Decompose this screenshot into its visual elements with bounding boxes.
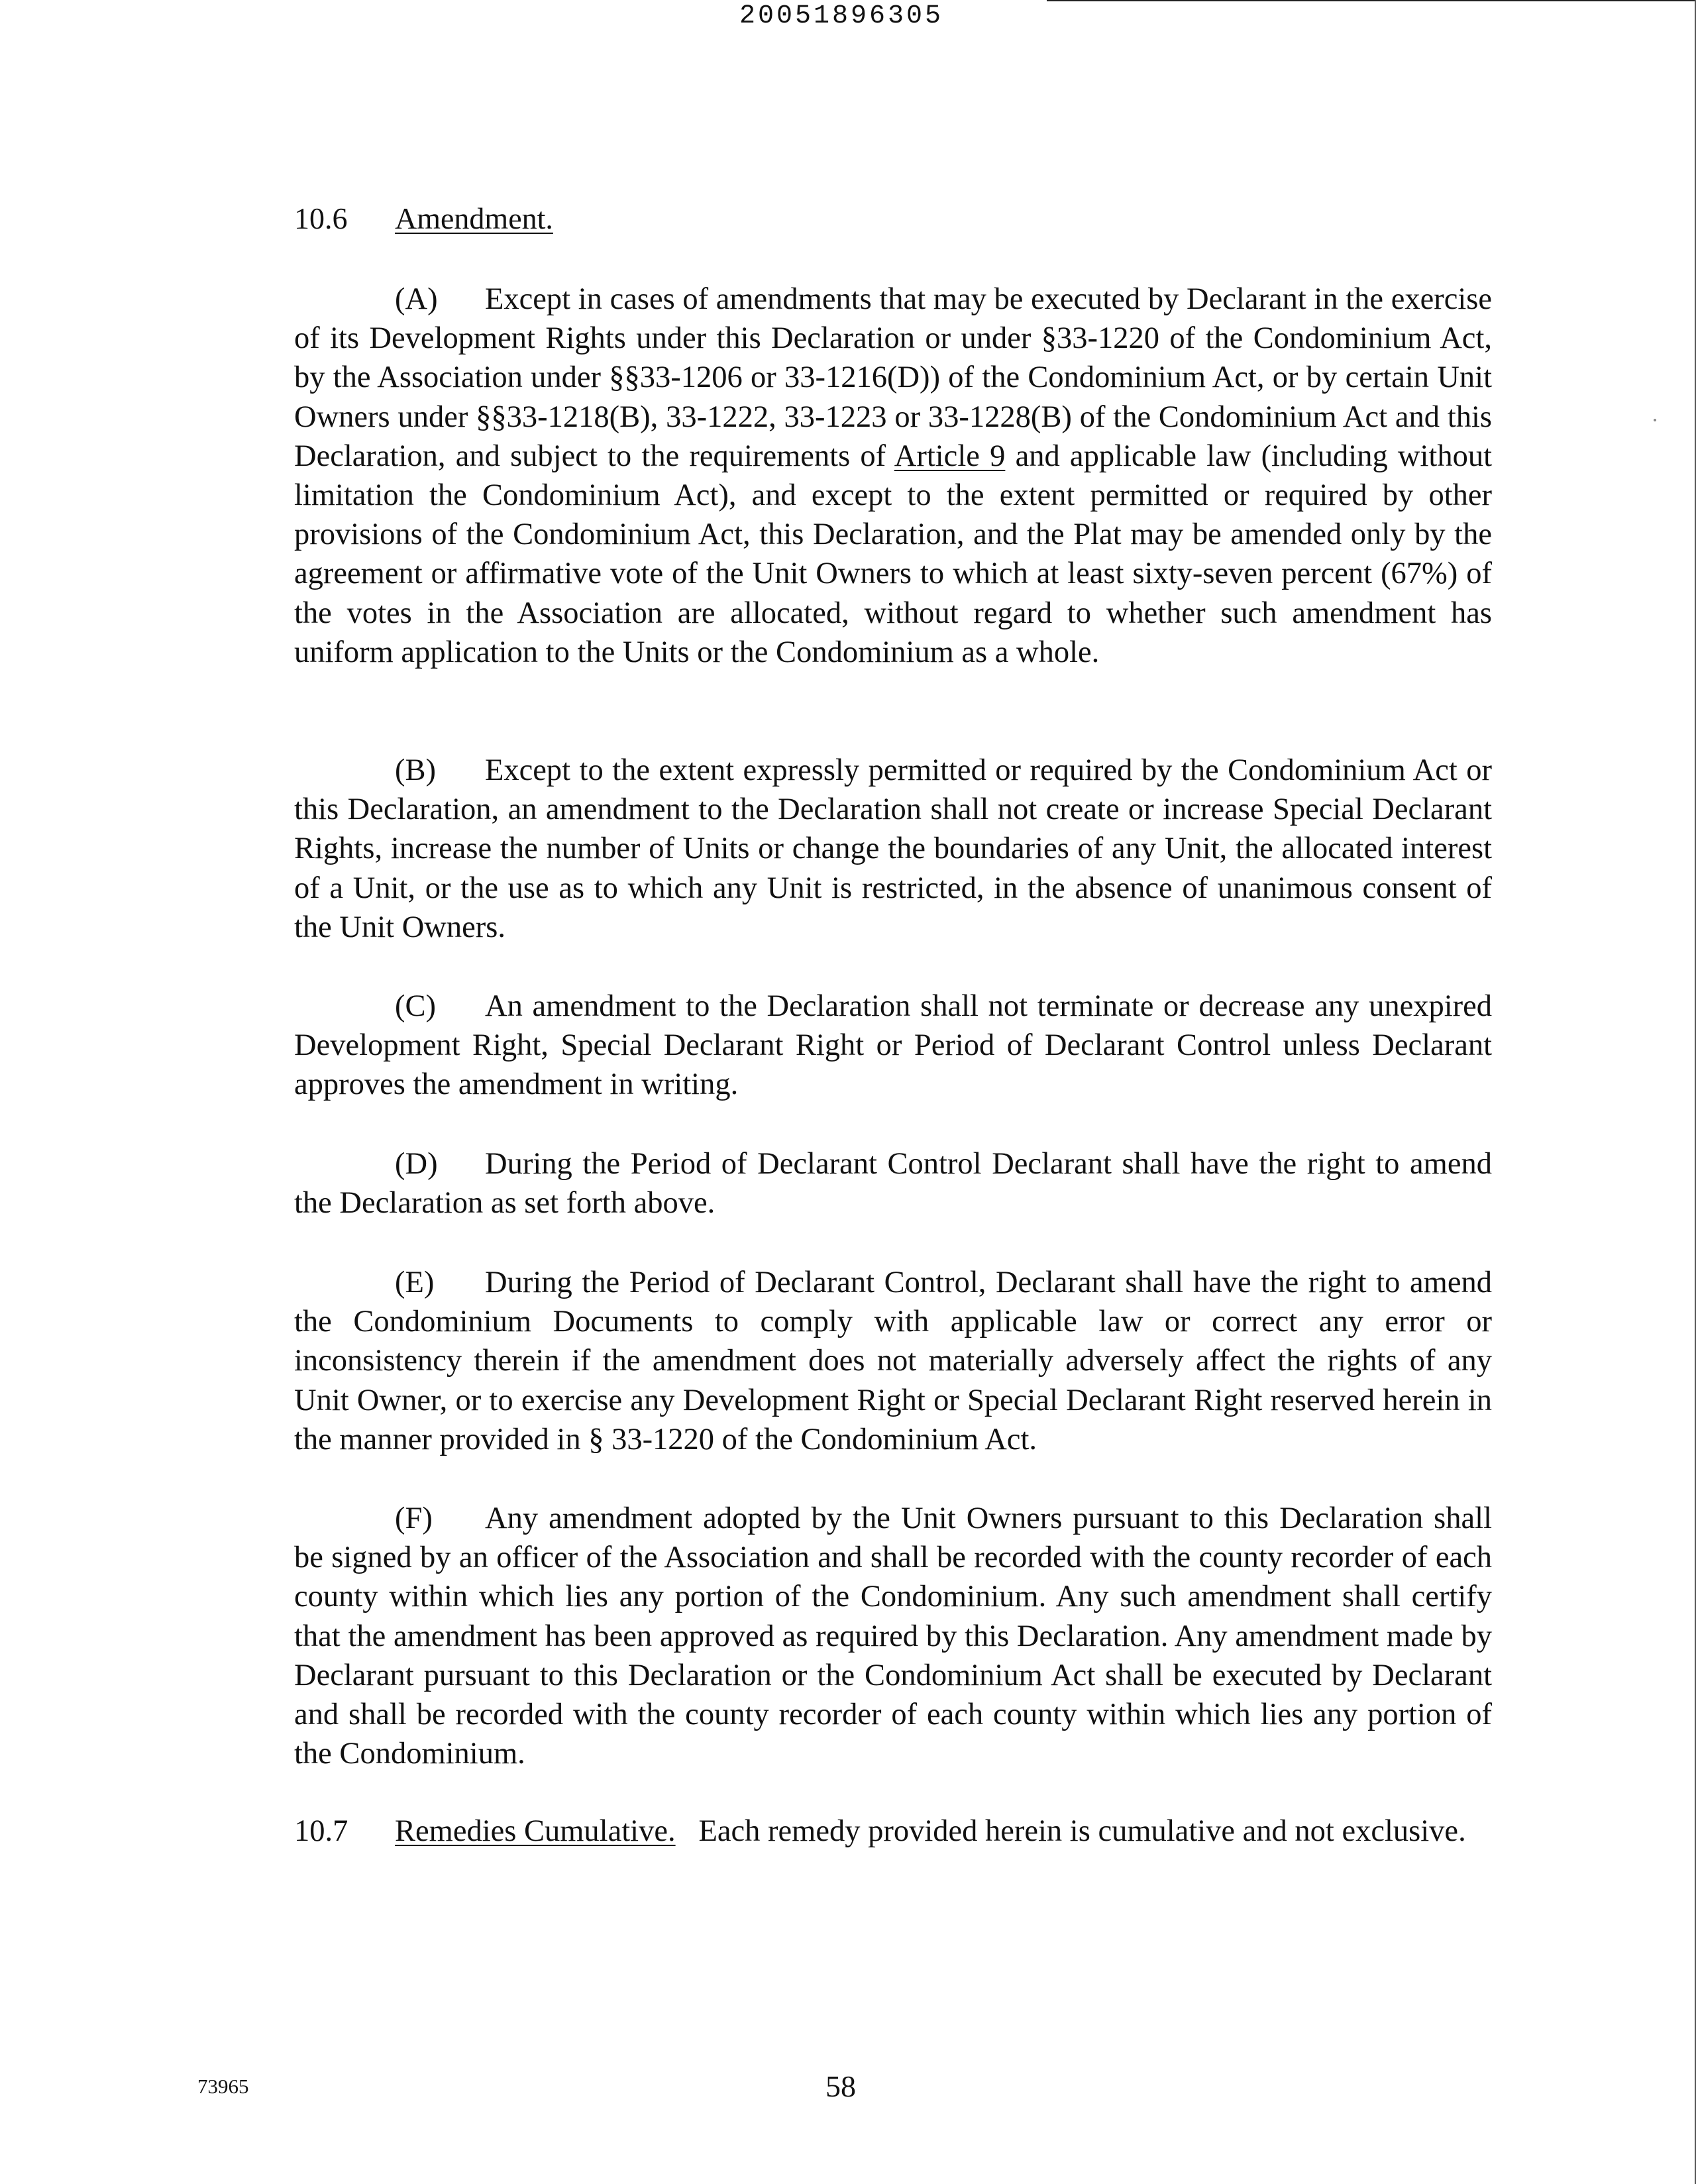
page-number: 58 [825, 2069, 856, 2103]
section-10-7-number: 10.7 [294, 1814, 348, 1848]
paragraph-a [294, 280, 1492, 672]
paragraph-d-label: (D) [395, 1147, 438, 1181]
paragraph-f-text: Any amendment adopted by the Unit Owners pursuant to this Declaration shall be signed by an officer of the Association and shall be recorded with the county recorder of each county within which lies any portion of the Condominium. Any such amendment shall certify that the amendment has been approved as required by this Declaration. Any amendment made by Declarant pursuant to this Declaration or the Condominium Act shall be executed by Declarant and shall be recorded with the county recorder of each county within which lies any portion of the Condominium. [294, 1502, 1492, 1771]
document-number [0, 1, 1696, 31]
scan-speck [1654, 419, 1656, 421]
paragraph-e-text: During the Period of Declarant Control, Declarant shall have the right to amend the Condominium Documents to comply with applicable law or correct any error or inconsistency therein if the amendment does not materially adversely affect the rights of any Unit Owner, or to exercise any Development Right or Special Declarant Right reserved herein in the manner provided in § 33-1220 of the Condominium Act. [294, 1266, 1492, 1456]
paragraph-f [294, 1499, 1492, 1773]
paragraph-e-label: (E) [395, 1266, 435, 1299]
paragraph-b [294, 751, 1492, 947]
paragraph-a-text-after-link: and applicable law (including without limitation the Condominium Act), and except to the extent permitted or required by other provisions of the Condominium Act, this Declaration, and the Plat may be amended only by the agreement or affirmative vote of the Unit Owners to which at least sixty-seven percent (67%) of the votes in the Association are allocated, without regard to whether such amendment has uniform application to the Units or the Condominium as a whole. [294, 439, 1493, 669]
section-10-6-number: 10.6 [294, 201, 348, 235]
section-10-6-title: Amendment. [395, 201, 553, 235]
section-10-7-text: Each remedy provided herein is cumulative and not exclusive. [698, 1814, 1466, 1848]
paragraph-d-text: During the Period of Declarant Control Declarant shall have the right to amend the Declaration as set forth above. [294, 1147, 1492, 1221]
paragraph-c [294, 987, 1492, 1105]
paragraph-f-label: (F) [395, 1502, 433, 1535]
section-10-7-title: Remedies Cumulative. [395, 1814, 676, 1848]
document-number-text: 20051896305 [739, 1, 944, 31]
footer-document-code: 73965 [197, 2075, 249, 2098]
paragraph-e [294, 1263, 1492, 1459]
section-10-7 [192, 1812, 1492, 1851]
paragraph-a-text-before-link: Except in cases of amendments that may be executed by Declarant in the exercise of its Development Rights under this Declaration or under §33-1220 of the Condominium Act, by the Association under §§33-1206 or 33-1216(D)) of the Condominium Act, or by certain Unit Owners under §§33-1218(B), 33-1222, 33-1223 or 33-1228(B) of the Condominium Act and this Declaration, and subject to the requirements of [294, 282, 1492, 473]
paragraph-d [294, 1144, 1492, 1223]
paragraph-b-label: (B) [395, 753, 436, 787]
paragraph-a-label: (A) [395, 282, 438, 316]
paragraph-b-text: Except to the extent expressly permitted or required by the Condominium Act or this Declaration, an amendment to the Declaration shall not create or increase Special Declarant Rights, increase the number of Units or change the boundaries of any Unit, the allocated interest of a Unit, or the use as to which any Unit is restricted, in the absence of unanimous consent of the Unit Owners. [294, 753, 1492, 944]
section-10-6-heading [294, 199, 553, 239]
article-9-link: Article 9 [894, 439, 1006, 473]
paragraph-c-label: (C) [395, 989, 436, 1023]
paragraph-c-text: An amendment to the Declaration shall not terminate or decrease any unexpired Development Right, Special Declarant Right or Period of Declarant Control unless Declarant approves the amendment in writing. [294, 989, 1492, 1102]
